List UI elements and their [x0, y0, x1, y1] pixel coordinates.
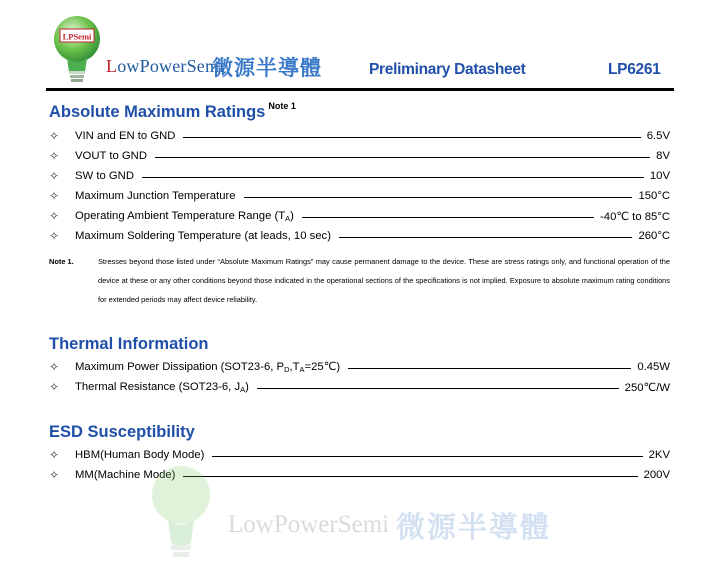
- spec-value: 150°C: [638, 190, 670, 202]
- spec-value: 6.5V: [646, 130, 670, 142]
- thermal-heading: Thermal Information: [49, 335, 209, 353]
- spec-value: 0.45W: [637, 361, 670, 373]
- bullet-icon: ✧: [49, 209, 60, 223]
- bullet-icon: ✧: [49, 448, 60, 462]
- spec-value: 2KV: [648, 449, 670, 461]
- footnote-text: Stresses beyond those listed under “Absolute Maximum Ratings” may cause permanent damage to the device. These are stress ratings only, and functional operation of the device at these or any other conditions beyond those indicated in the operational sections of the specifications is not implied. Exposure to absolute maximum rating conditions for extended periods may affect device reliability.: [98, 257, 670, 304]
- spec-row: [49, 167, 670, 185]
- spec-param: MM(Machine Mode): [75, 469, 176, 481]
- param-text: Thermal Resistance (SOT23-6, J: [75, 380, 241, 393]
- spec-row: [49, 358, 670, 376]
- spec-param: [75, 360, 340, 374]
- param-subscript: D: [284, 365, 290, 374]
- spec-value: 200V: [643, 469, 670, 481]
- param-text: ): [290, 209, 294, 222]
- part-number: LP6261: [608, 61, 661, 78]
- spec-row: [49, 378, 670, 396]
- spec-row: [49, 147, 670, 165]
- spec-value: 8V: [656, 150, 670, 162]
- param-subscript: A: [240, 384, 246, 394]
- bullet-icon: ✧: [49, 189, 60, 203]
- leader-line: [339, 237, 633, 238]
- spec-param: Maximum Junction Temperature: [75, 190, 236, 202]
- spec-row: [49, 187, 670, 205]
- esd-heading: ESD Susceptibility: [49, 423, 195, 441]
- page-header: [0, 0, 722, 92]
- spec-value: 10V: [649, 170, 670, 182]
- spec-row: [49, 127, 670, 145]
- leader-line: [183, 476, 637, 477]
- spec-param: VIN and EN to GND: [75, 130, 176, 142]
- leader-line: [257, 388, 619, 389]
- spec-param: [75, 381, 249, 394]
- spec-row: [49, 227, 670, 245]
- watermark-cjk: 微源半導體: [396, 512, 552, 544]
- note-ref: Note 1: [268, 101, 296, 111]
- spec-param: [75, 210, 294, 223]
- company-logo-bulb-icon: [52, 14, 102, 86]
- leader-line: [183, 137, 640, 138]
- company-name-cjk: 微源半導體: [212, 57, 322, 80]
- company-name-logo-text: [106, 56, 224, 77]
- logo-text-rest: owPowerSemi: [117, 56, 225, 76]
- footnote: [49, 252, 670, 309]
- spec-value: -40℃ to 85°C: [600, 210, 670, 223]
- spec-value: 250℃/W: [624, 381, 670, 394]
- header-divider: [46, 88, 674, 91]
- document-title: Preliminary Datasheet: [369, 61, 526, 78]
- spec-value: 260°C: [638, 230, 670, 242]
- bullet-icon: ✧: [49, 169, 60, 183]
- bullet-icon: ✧: [49, 380, 60, 394]
- watermark-text: LowPowerSemi: [228, 511, 390, 538]
- param-subscript: A: [299, 365, 305, 374]
- param-text: ,T: [289, 361, 300, 373]
- spec-param: VOUT to GND: [75, 150, 147, 162]
- param-text: Maximum Power Dissipation (SOT23-6, P: [75, 361, 285, 373]
- leader-line: [212, 456, 642, 457]
- bullet-icon: ✧: [49, 129, 60, 143]
- footnote-label: Note 1.: [49, 257, 74, 266]
- param-text: Operating Ambient Temperature Range (T: [75, 209, 286, 222]
- param-text: ): [245, 380, 249, 393]
- leader-line: [244, 197, 633, 198]
- logo-badge-text: LPSemi: [62, 31, 92, 42]
- spec-row: [49, 207, 670, 225]
- bullet-icon: ✧: [49, 229, 60, 243]
- spec-row: [49, 466, 670, 484]
- bullet-icon: ✧: [49, 149, 60, 163]
- spec-param: Maximum Soldering Temperature (at leads, 10 sec): [75, 230, 331, 242]
- logo-text-initial: L: [106, 56, 118, 76]
- spec-row: [49, 446, 670, 464]
- spec-param: SW to GND: [75, 170, 134, 182]
- bullet-icon: ✧: [49, 468, 60, 482]
- leader-line: [348, 368, 631, 369]
- abs-max-title: Absolute Maximum Ratings: [49, 103, 266, 121]
- leader-line: [142, 177, 644, 178]
- abs-max-heading: [49, 103, 296, 122]
- leader-line: [155, 157, 650, 158]
- leader-line: [302, 217, 594, 218]
- param-text: =25℃): [304, 361, 341, 373]
- param-subscript: A: [285, 213, 291, 223]
- spec-param: HBM(Human Body Mode): [75, 449, 205, 461]
- bullet-icon: ✧: [49, 360, 60, 374]
